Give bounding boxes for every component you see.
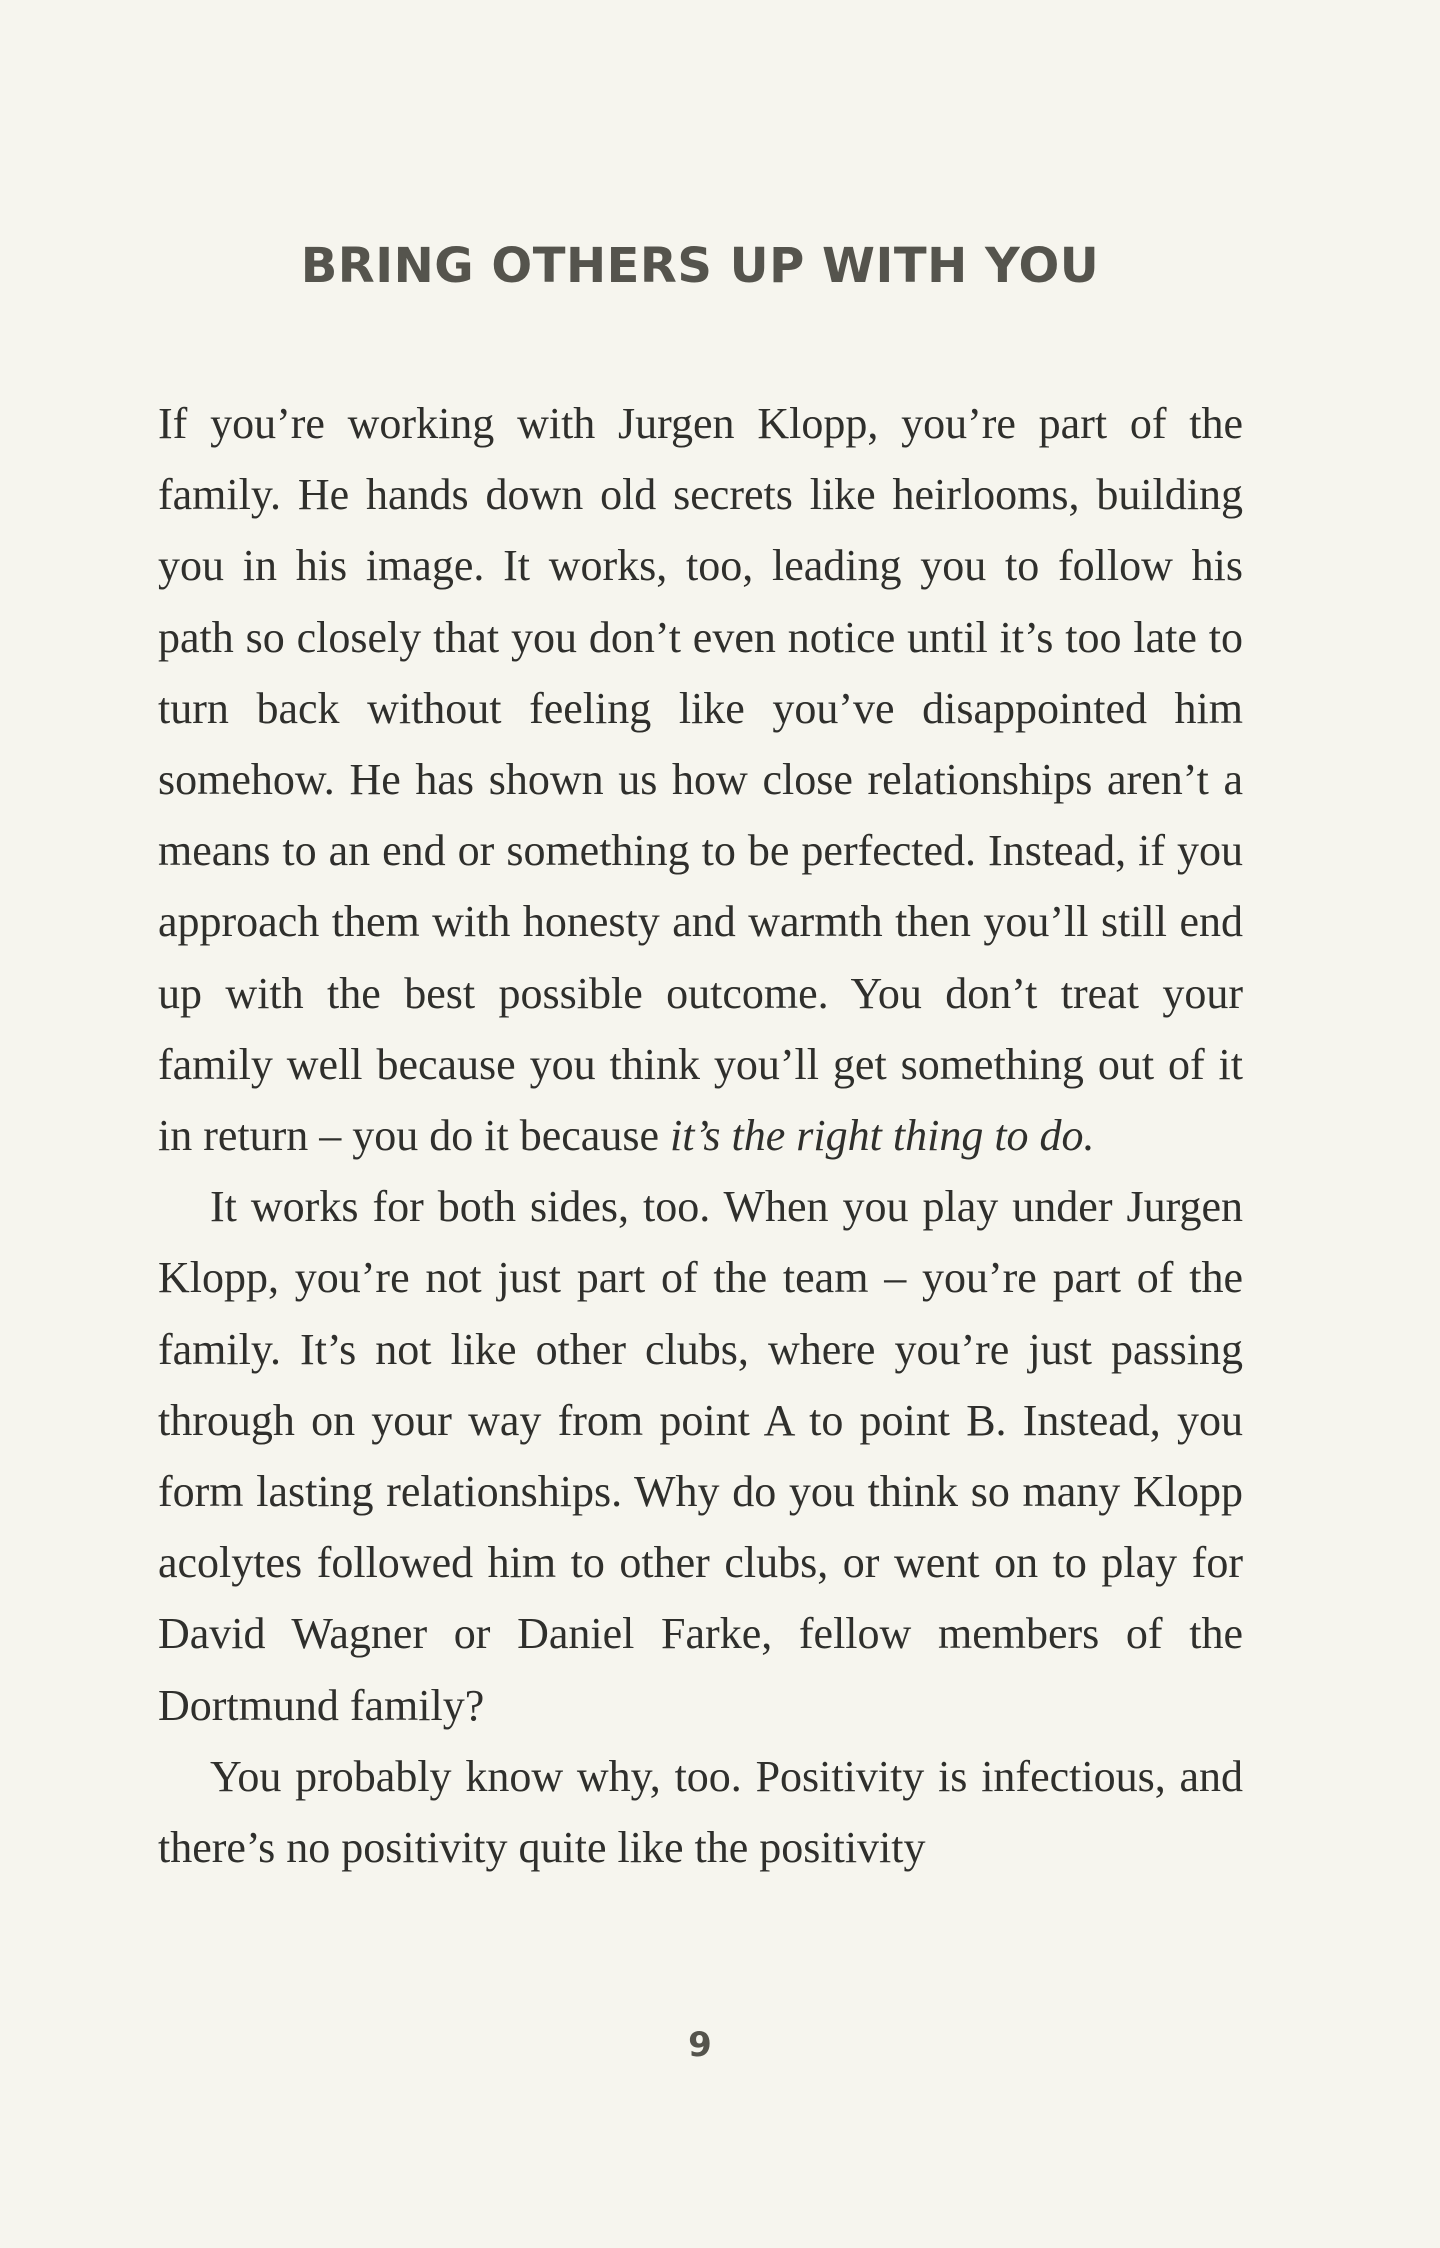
paragraph-2: It works for both sides, too. When you play under Jurgen Klopp, you’re not just part of the team – you’re part of the family. It’s not like other clubs, where you’re just passing through on your way from point A to point B. Instead, you form lasting relationships. Why do you think so many Klopp acolytes followed him to other clubs, or went on to play for David Wagner or Daniel Farke, fellow members of the Dortmund family? <box>158 1182 1243 1730</box>
paragraph-1-emphasis: it’s the right thing to do. <box>669 1111 1095 1161</box>
page-number: 9 <box>688 2025 712 2065</box>
section-heading: BRING OTHERS UP WITH YOU <box>300 238 1100 294</box>
paragraph-1-text: If you’re working with Jurgen Klopp, you’re part of the family. He hands down old secrets like heirlooms, building you in his image. It works, too, leading you to follow his path so closely that you don’t even notice until it’s too late to turn back without feeling like you’ve disappointed him somehow. He has shown us how close relationships aren’t a means to an end or something to be perfected. Instead, if you approach them with honesty and warmth then you’ll still end up with the best possible outcome. You don’t treat your family well because you think you’ll get something out of it in return – you do it because <box>158 399 1243 1161</box>
paragraph-1 <box>158 388 1243 1171</box>
paragraph-3: You probably know why, too. Positivity is infectious, and there’s no positivity quite like the positivity <box>158 1751 1243 1873</box>
body-text <box>158 388 1243 1883</box>
